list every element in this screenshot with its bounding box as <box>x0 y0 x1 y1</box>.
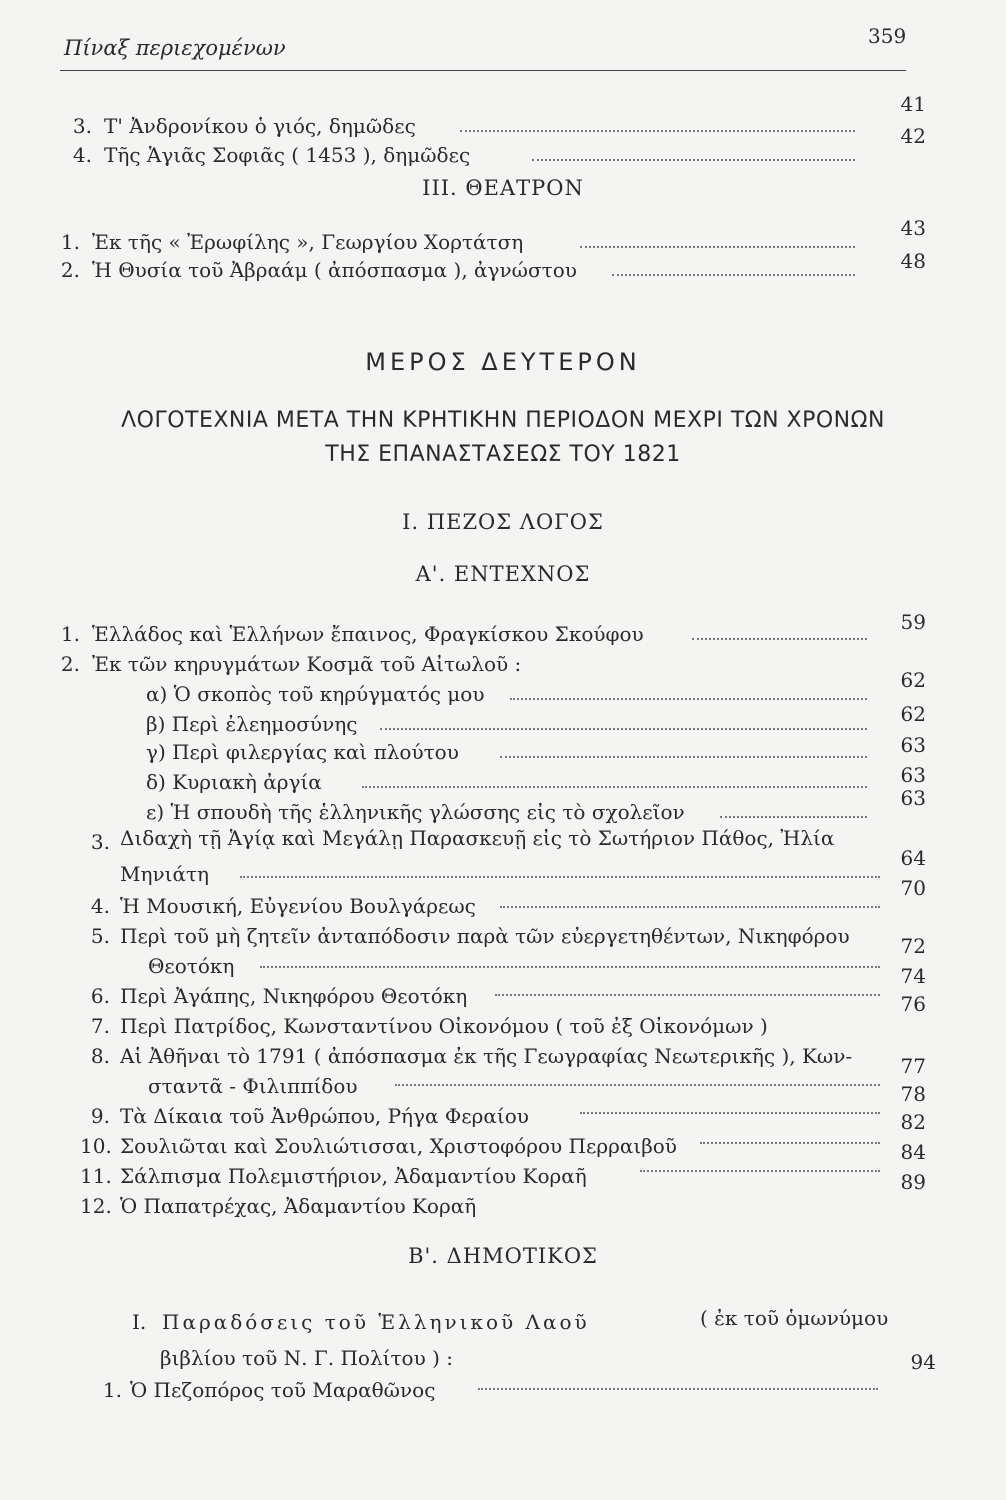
entry-number: 1. <box>102 1378 122 1402</box>
entry-page: 62 <box>900 702 926 726</box>
entry-page: 64 <box>900 846 926 870</box>
dot-leader <box>395 1084 880 1086</box>
entry-title: Ἐκ τῆς « Ἐρωφίλης », Γεωργίου Χορτάτση <box>92 230 524 254</box>
entry-number: 3. <box>90 830 110 854</box>
entry-title: Μηνιάτη <box>120 862 210 886</box>
entry-title: Ἡ Θυσία τοῦ Ἀβραάμ ( ἀπόσπασμα ), ἀγνώστου <box>92 258 577 282</box>
dot-leader <box>612 274 855 276</box>
entry-page: 63 <box>900 763 926 787</box>
entry-number: 4. <box>72 143 92 167</box>
entry-title: Σάλπισμα Πολεμιστήριον, Ἀδαμαντίου Κοραῆ <box>120 1164 587 1188</box>
entry-number: 1. <box>60 230 80 254</box>
entry-page: 77 <box>900 1054 926 1078</box>
entry-title: α) Ὁ σκοπὸς τοῦ κηρύγματός μου <box>146 682 485 706</box>
entry-number: 6. <box>90 984 110 1008</box>
entry-title: γ) Περὶ φιλεργίας καὶ πλούτου <box>146 740 459 764</box>
entry-title: δ) Κυριακὴ ἀργία <box>146 770 322 794</box>
toc-entry <box>0 610 1006 652</box>
dot-leader <box>500 756 867 758</box>
running-header-title: Πίναξ περιεχομένων <box>64 36 286 60</box>
section-heading-theatre: ΙΙΙ. ΘΕΑΤΡΟΝ <box>422 176 584 200</box>
entry-title: Σουλιῶται καὶ Σουλιώτισσαι, Χριστοφόρου Περραιβοῦ <box>120 1134 677 1158</box>
toc-entry <box>0 733 1006 770</box>
entry-page: 72 <box>900 934 926 958</box>
entry-title: Ἡ Μουσική, Εὐγενίου Βουλγάρεως <box>120 894 476 918</box>
dot-leader <box>380 728 867 730</box>
entry-page: 63 <box>900 786 926 810</box>
dot-leader <box>720 816 867 818</box>
dot-leader <box>580 1112 880 1114</box>
entry-title: Τ' Ἀνδρονίκου ὁ γιός, δημῶδες <box>104 114 416 138</box>
entry-number: 8. <box>90 1044 110 1068</box>
entry-number: 4. <box>90 894 110 918</box>
toc-entry <box>0 652 1006 682</box>
entry-number: 2. <box>60 258 80 282</box>
entry-title: ε) Ἡ σπουδὴ τῆς ἑλληνικῆς γλώσσης εἰς τὸ σχολεῖον <box>146 800 685 824</box>
toc-entry <box>0 763 1006 800</box>
entry-title: β) Περὶ ἐλεημοσύνης <box>146 712 358 736</box>
dot-leader <box>495 994 880 996</box>
dot-leader <box>700 1142 880 1144</box>
dot-leader <box>580 246 855 248</box>
entry-page: 42 <box>900 124 926 148</box>
dot-leader <box>692 638 867 640</box>
entry-title: Τῆς Ἁγιᾶς Σοφιᾶς ( 1453 ), δημῶδες <box>104 143 471 167</box>
subsection-heading-entechnos: Α'. ΕΝΤΕΧΝΟΣ <box>415 562 591 586</box>
dot-leader <box>478 1388 878 1390</box>
entry-page: 94 <box>910 1350 936 1374</box>
entry-title: Θεοτόκη <box>148 954 235 978</box>
entry-title: σταντᾶ - Φιλιππίδου <box>148 1074 358 1098</box>
entry-title: Ἑλλάδος καὶ Ἑλλήνων ἔπαινος, Φραγκίσκου Σκούφου <box>92 622 644 646</box>
dot-leader <box>640 1170 880 1172</box>
entry-page: 78 <box>900 1082 926 1106</box>
entry-title: Περὶ Πατρίδος, Κωνσταντίνου Οἰκονόμου ( τοῦ ἐξ Οἰκονόμων ) <box>120 1014 768 1038</box>
entry-title: Περὶ τοῦ μὴ ζητεῖν ἀνταπόδοσιν παρὰ τῶν εὐεργετηθέντων, Νικηφόρου <box>120 924 850 948</box>
dot-leader <box>510 698 867 700</box>
toc-entry <box>0 668 1006 712</box>
header-rule <box>60 70 906 71</box>
subsection-heading-demotic: Β'. ΔΗΜΟΤΙΚΟΣ <box>408 1244 598 1268</box>
running-header-page-number: 359 <box>868 24 907 48</box>
toc-entry <box>0 1044 1006 1074</box>
entry-title: Περὶ Ἀγάπης, Νικηφόρου Θεοτόκη <box>120 984 468 1008</box>
dot-leader <box>362 786 867 788</box>
dot-leader <box>260 966 880 968</box>
entry-title: Ὁ Παπατρέχας, Ἀδαμαντίου Κοραῆ <box>120 1194 477 1218</box>
entry-page: 48 <box>900 249 926 273</box>
dot-leader <box>460 130 855 132</box>
entry-page: 76 <box>900 992 926 1016</box>
toc-entry <box>0 876 1006 924</box>
entry-title: Διδαχὴ τῇ Ἁγίᾳ καὶ Μεγάλῃ Παρασκευῇ εἰς τὸ Σωτήριον Πάθος, Ἠλία <box>120 826 835 850</box>
dot-leader <box>500 906 880 908</box>
entry-title: Ὁ Πεζοπόρος τοῦ Μαραθῶνος <box>130 1378 436 1402</box>
toc-entry <box>0 1378 1006 1408</box>
dot-leader <box>532 159 855 161</box>
entry-title: Ἐκ τῶν κηρυγμάτων Κοσμᾶ τοῦ Αἰτωλοῦ : <box>92 652 522 676</box>
toc-entry-intro-line2 <box>0 1346 1006 1376</box>
toc-entry <box>0 846 1006 892</box>
entry-page: 59 <box>900 610 926 634</box>
entry-title: βιβλίου τοῦ Ν. Γ. Πολίτου ) : <box>160 1346 453 1370</box>
entry-number: 2. <box>60 652 80 676</box>
entry-number: 10. <box>80 1134 112 1158</box>
entry-number: 5. <box>90 924 110 948</box>
entry-page: 70 <box>900 876 926 900</box>
entry-page: 82 <box>900 1110 926 1134</box>
entry-page: 74 <box>900 964 926 988</box>
entry-title: Αἱ Ἀθῆναι τὸ 1791 ( ἀπόσπασμα ἐκ τῆς Γεωγραφίας Νεωτερικῆς ), Κων- <box>120 1044 853 1068</box>
entry-page: 84 <box>900 1140 926 1164</box>
entry-number: 11. <box>80 1164 112 1188</box>
toc-entry <box>0 249 1006 288</box>
entry-page: 63 <box>900 733 926 757</box>
entry-page: 41 <box>900 92 926 116</box>
dot-leader <box>240 876 880 878</box>
entry-page: 89 <box>900 1170 926 1194</box>
toc-entry-intro <box>0 1306 1006 1344</box>
toc-entry <box>0 826 1006 860</box>
entry-number: Ι. <box>132 1310 147 1334</box>
entry-number: 1. <box>60 622 80 646</box>
toc-entry <box>0 702 1006 742</box>
entry-number: 7. <box>90 1014 110 1038</box>
part-two-heading: ΜΕΡΟΣ ΔΕΥΤΕΡΟΝ <box>365 348 641 376</box>
part-two-subtitle-line1: ΛΟΓΟΤΕΧΝΙΑ ΜΕΤΑ ΤΗΝ ΚΡΗΤΙΚΗΝ ΠΕΡΙΟΔΟΝ ΜΕΧΡΙ ΤΩΝ ΧΡΟΝΩΝ <box>121 408 885 433</box>
entry-title-spaced: Παραδόσεις τοῦ Ἑλληνικοῦ Λαοῦ <box>162 1310 590 1334</box>
entry-number: 9. <box>90 1104 110 1128</box>
entry-page: 62 <box>900 668 926 692</box>
toc-entry <box>0 924 1006 954</box>
entry-page: 43 <box>900 216 926 240</box>
entry-number: 3. <box>72 114 92 138</box>
entry-number: 12. <box>80 1194 112 1218</box>
toc-entry <box>0 92 1006 144</box>
toc-entry <box>0 964 1006 1014</box>
part-two-subtitle-line2: ΤΗΣ ΕΠΑΝΑΣΤΑΣΕΩΣ ΤΟΥ 1821 <box>325 442 681 467</box>
section-heading-prose: Ι. ΠΕΖΟΣ ΛΟΓΟΣ <box>402 510 604 534</box>
entry-title-rest: ( ἐκ τοῦ ὁμωνύμου <box>700 1306 889 1330</box>
entry-title: Τὰ Δίκαια τοῦ Ἀνθρώπου, Ρήγα Φεραίου <box>120 1104 529 1128</box>
toc-entry <box>0 216 1006 260</box>
